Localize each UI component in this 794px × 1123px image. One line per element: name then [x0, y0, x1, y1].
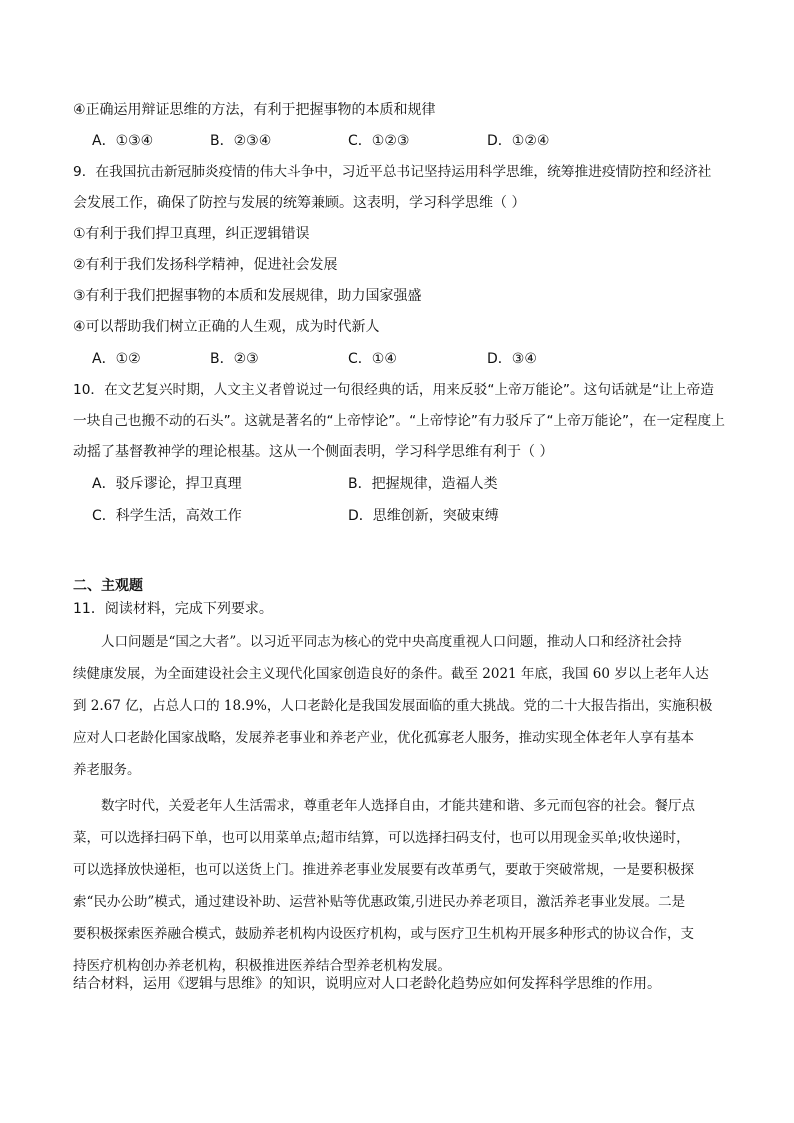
q10-option-a: A．驳斥谬论，捍卫真理 [92, 476, 242, 492]
q9-item-3: ③有利于我们把握事物的本质和发展规律，助力国家强盛 [73, 288, 422, 304]
q10-stem-line-2: 一块自己也搬不动的石头”。这就是著名的“上帝悖论”。“上帝悖论”有力驳斥了“上帝万能论”，在一定程度上 [73, 413, 725, 429]
q11-stem: 11．阅读材料，完成下列要求。 [73, 601, 273, 617]
material-p2-line-6: 持医疗机构创办养老机构，积极推进医养结合型养老机构发展。 [73, 958, 451, 974]
material-p2-line-1: 数字时代，关爱老年人生活需求，尊重老年人选择自由，才能共建和谐、多元而包容的社会。餐厅点 [101, 798, 695, 814]
q9-stem-line-1: 9．在我国抗击新冠肺炎疫情的伟大斗争中，习近平总书记坚持运用科学思维，统筹推进疫情防控和经济社 [73, 164, 712, 180]
q10-option-d: D．思维创新，突破束缚 [348, 508, 499, 524]
q10-stem-line-3: 动摇了基督教神学的理论根基。这从一个侧面表明，学习科学思维有利于（ ） [73, 444, 554, 460]
q10-option-b: B．把握规律，造福人类 [348, 476, 498, 492]
section-heading: 二、主观题 [73, 578, 143, 594]
q9-stem-line-2: 会发展工作，确保了防控与发展的统筹兼顾。这表明，学习科学思维（ ） [73, 195, 526, 211]
q8-option-d: D．①②④ [487, 133, 550, 149]
q10-stem-line-1: 10．在文艺复兴时期，人文主义者曾说过一句很经典的话，用来反驳“上帝万能论”。这句话就是“让上帝造 [73, 382, 714, 398]
q9-option-d: D．③④ [487, 351, 537, 367]
q9-item-2: ②有利于我们发扬科学精神，促进社会发展 [73, 257, 338, 273]
material-p2-line-2: 菜，可以选择扫码下单，也可以用菜单点;超市结算，可以选择扫码支付，也可以用现金买单;收快递时， [73, 830, 690, 846]
q9-option-b: B．②③ [210, 351, 259, 367]
q9-option-a: A．①② [92, 351, 141, 367]
material-p2-line-3: 可以选择放快递柜，也可以送货上门。推进养老事业发展要有改革勇气，要敢于突破常规，一是要积极探 [73, 862, 694, 878]
q9-option-c: C．①④ [348, 351, 397, 367]
material-p1-line-1: 人口问题是“国之大者”。以习近平同志为核心的党中央高度重视人口问题，推动人口和经济社会持 [101, 634, 682, 650]
q10-option-c: C．科学生活，高效工作 [92, 508, 242, 524]
q11-task: 结合材料，运用《逻辑与思维》的知识，说明应对人口老龄化趋势应如何发挥科学思维的作用。 [73, 976, 661, 992]
material-p2-line-4: 索“民办公助”模式，通过建设补助、运营补贴等优惠政策,引进民办养老项目，激活养老事业发展。二是 [73, 894, 686, 910]
material-p1-line-3: 到 2.67 亿，占总人口的 18.9%，人口老龄化是我国发展面临的重大挑战。党的二十大报告指出，实施积极 [73, 698, 713, 714]
material-p1-line-2: 续健康发展，为全面建设社会主义现代化国家创造良好的条件。截至 2021 年底，我国 60 岁以上老年人达 [73, 666, 709, 682]
q8-option-c: C．①②③ [348, 133, 410, 149]
material-p1-line-4: 应对人口老龄化国家战略，发展养老事业和养老产业，优化孤寡老人服务，推动实现全体老年人享有基本 [73, 730, 694, 746]
q9-item-1: ①有利于我们捍卫真理，纠正逻辑错误 [73, 226, 310, 242]
q9-item-4: ④可以帮助我们树立正确的人生观，成为时代新人 [73, 319, 380, 335]
q8-option-b: B．②③④ [210, 133, 272, 149]
q8-option-a: A．①③④ [92, 133, 154, 149]
q8-item-4: ④正确运用辩证思维的方法，有利于把握事物的本质和规律 [73, 102, 436, 118]
material-p1-line-5: 养老服务。 [73, 762, 141, 778]
material-p2-line-5: 要积极探索医养融合模式，鼓励养老机构内设医疗机构，或与医疗卫生机构开展多种形式的协议合作，支 [73, 926, 694, 942]
